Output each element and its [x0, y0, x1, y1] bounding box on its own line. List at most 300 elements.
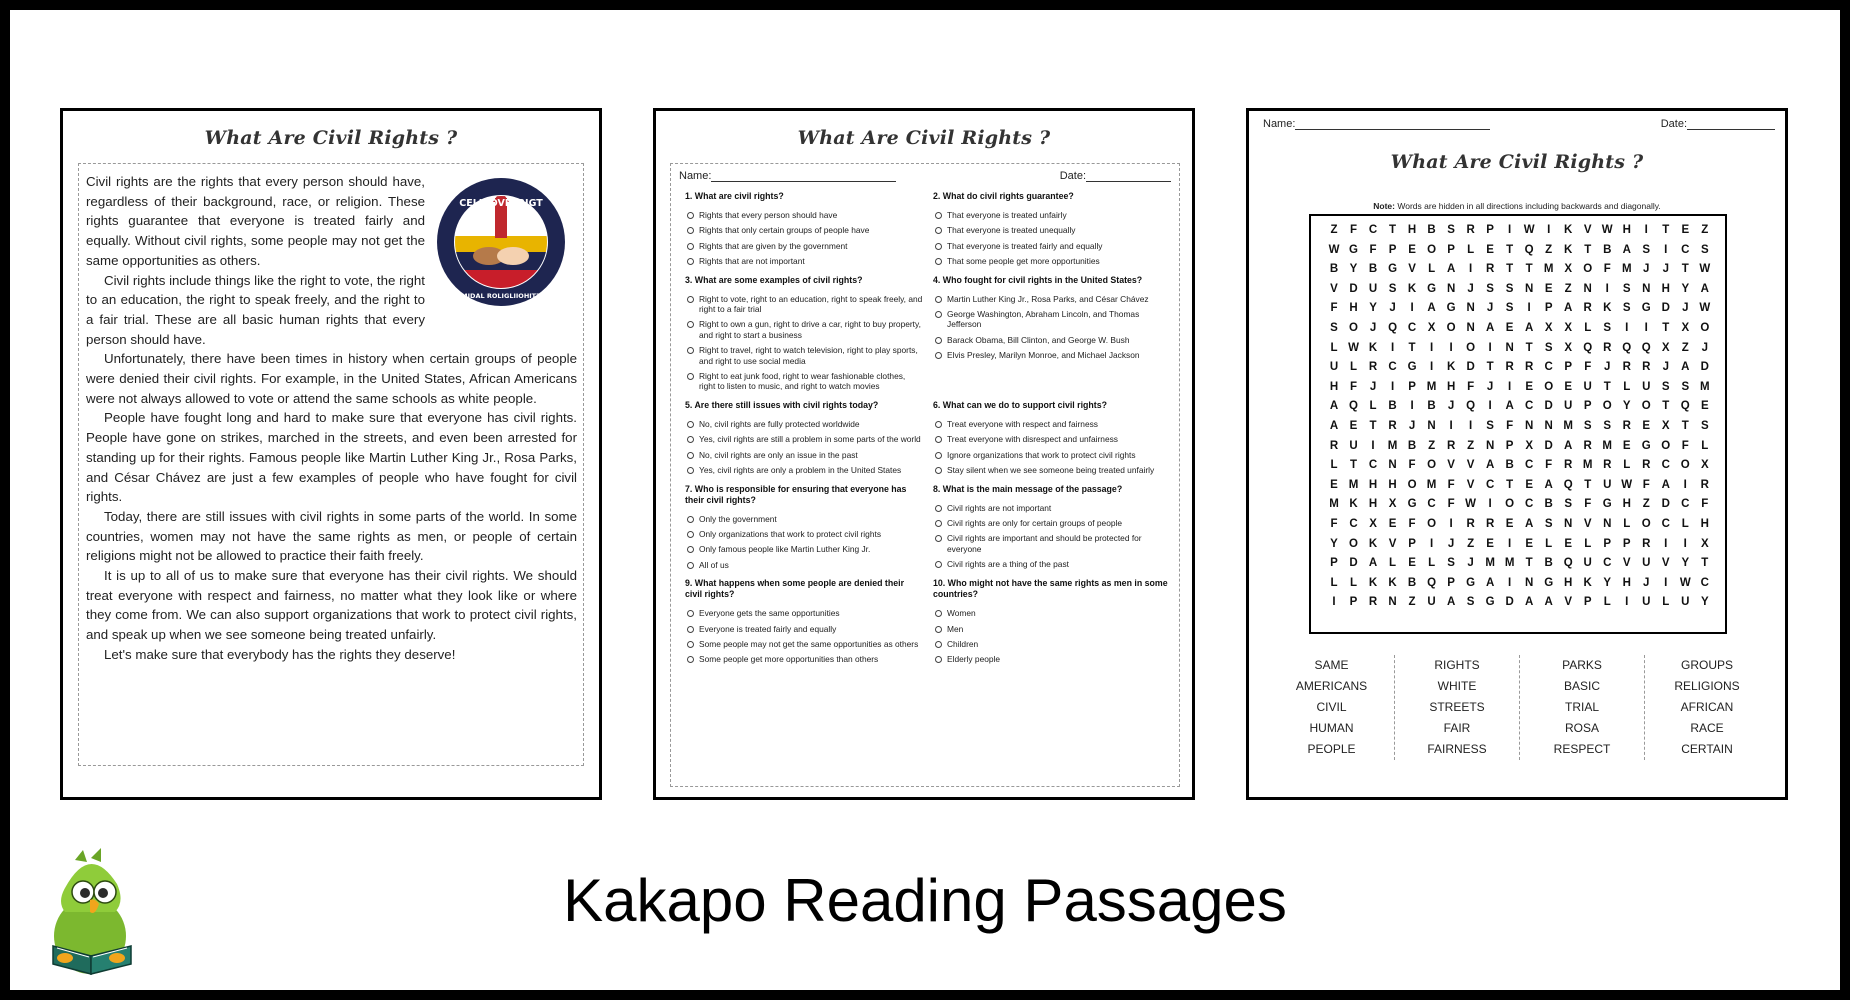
grid-letter[interactable]: I — [1429, 361, 1434, 374]
grid-letter[interactable]: I — [1683, 537, 1687, 550]
grid-letter[interactable]: A — [1525, 596, 1534, 609]
grid-letter[interactable]: F — [1603, 263, 1611, 276]
grid-letter[interactable]: X — [1427, 321, 1436, 334]
grid-letter[interactable]: S — [1388, 282, 1397, 295]
answer-option[interactable]: That everyone is treated unequally — [927, 225, 1171, 235]
grid-letter[interactable]: M — [1426, 380, 1437, 393]
grid-letter[interactable]: N — [1466, 321, 1475, 334]
grid-letter[interactable]: V — [1661, 557, 1670, 570]
grid-letter[interactable]: S — [1544, 341, 1553, 354]
name-line[interactable] — [1295, 120, 1490, 130]
grid-letter[interactable]: K — [1564, 224, 1573, 236]
answer-option[interactable]: Rights that only certain groups of people have — [679, 225, 923, 235]
grid-letter[interactable]: N — [1446, 282, 1456, 295]
grid-letter[interactable]: U — [1642, 557, 1651, 570]
grid-letter[interactable]: I — [1527, 302, 1531, 315]
answer-option[interactable]: Yes, civil rights are only a problem in the United States — [679, 465, 923, 475]
grid-letter[interactable]: I — [1683, 478, 1687, 491]
grid-letter[interactable]: T — [1525, 557, 1533, 570]
grid-letter[interactable]: Q — [1641, 341, 1651, 354]
grid-letter[interactable]: P — [1349, 596, 1358, 609]
grid-letter[interactable]: A — [1681, 361, 1690, 374]
grid-letter[interactable]: O — [1466, 341, 1476, 354]
grid-letter[interactable]: H — [1407, 224, 1417, 236]
grid-letter[interactable]: E — [1330, 478, 1338, 491]
answer-option[interactable]: Only the government — [679, 514, 923, 524]
grid-letter[interactable]: D — [1544, 400, 1553, 413]
grid-letter[interactable]: L — [1701, 439, 1709, 452]
grid-letter[interactable]: Z — [1681, 341, 1689, 354]
grid-letter[interactable]: Z — [1408, 596, 1416, 609]
grid-letter[interactable]: Q — [1583, 341, 1593, 354]
grid-letter[interactable]: P — [1583, 400, 1592, 413]
grid-letter[interactable]: P — [1408, 537, 1416, 550]
grid-letter[interactable]: B — [1544, 557, 1553, 570]
grid-letter[interactable]: H — [1349, 302, 1358, 315]
grid-letter[interactable]: I — [1605, 282, 1609, 295]
grid-letter[interactable]: O — [1641, 517, 1651, 530]
grid-letter[interactable]: S — [1447, 224, 1455, 236]
grid-letter[interactable]: H — [1700, 517, 1709, 530]
grid-letter[interactable]: R — [1642, 361, 1651, 374]
grid-letter[interactable]: D — [1661, 302, 1670, 315]
grid-letter[interactable]: T — [1662, 400, 1670, 413]
grid-letter[interactable]: D — [1349, 557, 1358, 570]
grid-letter[interactable]: G — [1388, 263, 1398, 276]
grid-letter[interactable]: X — [1564, 263, 1573, 276]
grid-letter[interactable]: A — [1485, 459, 1495, 472]
grid-letter[interactable]: T — [1506, 243, 1514, 256]
grid-letter[interactable]: I — [1390, 380, 1395, 393]
grid-letter[interactable]: R — [1525, 361, 1534, 374]
answer-option[interactable]: Some people get more opportunities than others — [679, 654, 923, 664]
grid-letter[interactable]: J — [1604, 361, 1611, 374]
answer-option[interactable]: Civil rights are important and should be protected for everyone — [927, 533, 1171, 554]
grid-letter[interactable]: X — [1700, 459, 1709, 472]
answer-option[interactable]: Ignore organizations that work to protect civil rights — [927, 450, 1171, 460]
grid-letter[interactable]: O — [1505, 498, 1515, 511]
grid-letter[interactable]: G — [1602, 498, 1612, 511]
answer-option[interactable]: Rights that are not important — [679, 256, 923, 266]
grid-letter[interactable]: E — [1642, 419, 1651, 432]
grid-letter[interactable]: T — [1350, 459, 1358, 472]
answer-option[interactable]: Right to own a gun, right to drive a car, right to buy property, and right to start a business — [679, 319, 923, 340]
grid-letter[interactable]: C — [1388, 361, 1397, 374]
grid-letter[interactable]: X — [1661, 341, 1670, 354]
grid-letter[interactable]: E — [1505, 517, 1514, 530]
grid-letter[interactable]: F — [1350, 380, 1358, 393]
grid-letter[interactable]: A — [1622, 243, 1631, 256]
answer-option[interactable]: George Washington, Abraham Lincoln, and Thomas Jefferson — [927, 309, 1171, 330]
grid-letter[interactable]: W — [1679, 576, 1691, 589]
answer-option[interactable]: Rights that every person should have — [679, 210, 923, 220]
grid-letter[interactable]: D — [1544, 439, 1553, 452]
answer-option[interactable]: Right to eat junk food, right to wear fashionable clothes, right to listen to music, and right to watch movies — [679, 371, 923, 392]
grid-letter[interactable]: C — [1700, 576, 1709, 589]
grid-letter[interactable]: C — [1661, 517, 1670, 530]
grid-letter[interactable]: T — [1662, 321, 1670, 334]
grid-letter[interactable]: K — [1368, 576, 1378, 589]
grid-letter[interactable]: J — [1467, 282, 1474, 295]
grid-letter[interactable]: B — [1329, 263, 1339, 276]
grid-letter[interactable]: P — [1544, 302, 1553, 315]
grid-letter[interactable]: Y — [1681, 282, 1690, 295]
grid-letter[interactable]: G — [1446, 302, 1456, 315]
grid-letter[interactable]: C — [1681, 243, 1690, 256]
grid-letter[interactable]: H — [1388, 478, 1397, 491]
grid-letter[interactable]: R — [1485, 517, 1495, 530]
grid-letter[interactable]: O — [1427, 517, 1437, 530]
grid-letter[interactable]: W — [1601, 224, 1613, 236]
grid-letter[interactable]: R — [1446, 439, 1456, 452]
grid-letter[interactable]: O — [1407, 478, 1417, 491]
grid-letter[interactable]: K — [1349, 498, 1358, 511]
grid-letter[interactable]: V — [1466, 478, 1475, 491]
grid-letter[interactable]: N — [1388, 596, 1397, 609]
grid-letter[interactable]: O — [1349, 537, 1358, 550]
grid-letter[interactable]: Z — [1545, 243, 1553, 256]
answer-option[interactable]: Civil rights are not important — [927, 503, 1171, 513]
grid-letter[interactable]: S — [1544, 517, 1553, 530]
grid-letter[interactable]: K — [1388, 576, 1397, 589]
grid-letter[interactable]: A — [1329, 400, 1339, 413]
grid-letter[interactable]: E — [1622, 439, 1631, 452]
grid-letter[interactable]: C — [1407, 321, 1417, 334]
grid-letter[interactable]: L — [1330, 576, 1338, 589]
answer-option[interactable]: No, civil rights are fully protected worldwide — [679, 419, 923, 429]
answer-option[interactable]: Rights that are given by the government — [679, 241, 923, 251]
grid-letter[interactable]: T — [1603, 380, 1611, 393]
grid-letter[interactable]: X — [1369, 517, 1377, 530]
answer-option[interactable]: Barack Obama, Bill Clinton, and George W. Bush — [927, 335, 1171, 345]
grid-letter[interactable]: S — [1661, 380, 1670, 393]
grid-letter[interactable]: I — [1547, 224, 1551, 236]
grid-letter[interactable]: J — [1643, 576, 1650, 589]
answer-option[interactable]: Right to vote, right to an education, right to speak freely, and right to a fair trial — [679, 294, 923, 315]
grid-letter[interactable]: S — [1622, 282, 1631, 295]
grid-letter[interactable]: M — [1543, 263, 1554, 276]
grid-letter[interactable]: T — [1525, 263, 1533, 276]
grid-letter[interactable]: P — [1388, 243, 1397, 256]
answer-option[interactable]: Everyone is treated fairly and equally — [679, 624, 923, 634]
grid-letter[interactable]: W — [1328, 243, 1340, 256]
grid-letter[interactable]: X — [1661, 419, 1670, 432]
grid-letter[interactable]: U — [1681, 596, 1690, 609]
grid-letter[interactable]: A — [1446, 263, 1456, 276]
grid-letter[interactable]: U — [1583, 557, 1592, 570]
grid-letter[interactable]: G — [1544, 576, 1554, 589]
grid-letter[interactable]: O — [1602, 400, 1612, 413]
grid-letter[interactable]: P — [1603, 537, 1612, 550]
grid-letter[interactable]: E — [1564, 537, 1573, 550]
grid-letter[interactable]: C — [1485, 478, 1495, 491]
grid-letter[interactable]: L — [1603, 596, 1611, 609]
grid-letter[interactable]: P — [1564, 361, 1573, 374]
grid-letter[interactable]: B — [1427, 400, 1436, 413]
grid-letter[interactable]: G — [1466, 576, 1476, 589]
answer-option[interactable]: Children — [927, 639, 1171, 649]
answer-option[interactable]: Some people may not get the same opportunities as others — [679, 639, 923, 649]
grid-letter[interactable]: T — [1369, 419, 1377, 432]
answer-option[interactable]: Martin Luther King Jr., Rosa Parks, and César Chávez — [927, 294, 1171, 304]
grid-letter[interactable]: I — [1508, 576, 1512, 589]
grid-letter[interactable]: D — [1466, 361, 1475, 374]
grid-letter[interactable]: L — [1389, 557, 1397, 570]
grid-letter[interactable]: V — [1466, 459, 1475, 472]
grid-letter[interactable]: N — [1583, 282, 1592, 295]
grid-letter[interactable]: E — [1681, 224, 1690, 236]
grid-letter[interactable]: V — [1447, 459, 1455, 472]
grid-letter[interactable]: L — [1330, 459, 1338, 472]
grid-letter[interactable]: R — [1564, 459, 1573, 472]
grid-letter[interactable]: F — [1467, 380, 1475, 393]
grid-letter[interactable]: R — [1505, 361, 1514, 374]
grid-letter[interactable]: I — [1449, 517, 1453, 530]
grid-letter[interactable]: T — [1389, 224, 1397, 236]
grid-letter[interactable]: I — [1449, 341, 1453, 354]
grid-letter[interactable]: H — [1622, 498, 1631, 511]
grid-letter[interactable]: Q — [1427, 576, 1437, 589]
grid-letter[interactable]: L — [1584, 537, 1592, 550]
grid-letter[interactable]: I — [1429, 341, 1434, 354]
grid-letter[interactable]: U — [1642, 596, 1651, 609]
grid-letter[interactable]: R — [1700, 478, 1709, 491]
grid-letter[interactable]: J — [1662, 361, 1669, 374]
grid-letter[interactable]: E — [1525, 537, 1533, 550]
grid-letter[interactable]: Z — [1564, 282, 1572, 295]
grid-letter[interactable]: F — [1408, 459, 1416, 472]
grid-letter[interactable]: I — [1508, 537, 1512, 550]
grid-letter[interactable]: O — [1680, 459, 1690, 472]
grid-letter[interactable]: O — [1349, 321, 1358, 334]
answer-option[interactable]: That everyone is treated unfairly — [927, 210, 1171, 220]
grid-letter[interactable]: L — [1369, 400, 1377, 413]
answer-option[interactable]: Only organizations that work to protect civil rights — [679, 529, 923, 539]
grid-letter[interactable]: I — [1625, 321, 1629, 334]
grid-letter[interactable]: F — [1681, 439, 1689, 452]
grid-letter[interactable]: R — [1622, 419, 1631, 432]
grid-letter[interactable]: Q — [1622, 341, 1632, 354]
grid-letter[interactable]: C — [1525, 459, 1534, 472]
grid-letter[interactable]: F — [1506, 419, 1514, 432]
grid-letter[interactable]: Q — [1563, 478, 1573, 491]
grid-letter[interactable]: S — [1700, 243, 1709, 256]
grid-letter[interactable]: P — [1447, 243, 1455, 256]
grid-letter[interactable]: U — [1564, 400, 1573, 413]
grid-letter[interactable]: K — [1407, 282, 1417, 295]
grid-letter[interactable]: R — [1368, 361, 1378, 374]
grid-letter[interactable]: L — [1584, 321, 1592, 334]
grid-letter[interactable]: B — [1427, 224, 1436, 236]
grid-letter[interactable]: R — [1642, 459, 1651, 472]
grid-letter[interactable]: R — [1466, 224, 1475, 236]
grid-letter[interactable]: X — [1681, 321, 1690, 334]
grid-letter[interactable]: A — [1544, 596, 1553, 609]
grid-letter[interactable]: E — [1486, 537, 1494, 550]
grid-letter[interactable]: Z — [1701, 224, 1709, 236]
grid-letter[interactable]: Y — [1700, 596, 1709, 609]
grid-letter[interactable]: X — [1564, 321, 1573, 334]
grid-letter[interactable]: L — [1623, 459, 1631, 472]
grid-letter[interactable]: W — [1699, 263, 1711, 276]
grid-letter[interactable]: J — [1408, 419, 1416, 432]
answer-option[interactable]: Yes, civil rights are still a problem in some parts of the world — [679, 434, 923, 444]
grid-letter[interactable]: R — [1603, 341, 1612, 354]
grid-letter[interactable]: P — [1583, 596, 1592, 609]
grid-letter[interactable]: C — [1427, 498, 1436, 511]
grid-letter[interactable]: F — [1330, 302, 1338, 315]
grid-letter[interactable]: I — [1469, 419, 1473, 432]
grid-letter[interactable]: O — [1544, 380, 1554, 393]
grid-letter[interactable]: W — [1348, 341, 1359, 354]
grid-letter[interactable]: L — [1545, 537, 1553, 550]
grid-letter[interactable]: O — [1583, 263, 1593, 276]
answer-option[interactable]: Men — [927, 624, 1171, 634]
grid-letter[interactable]: C — [1661, 459, 1670, 472]
grid-letter[interactable]: D — [1349, 282, 1358, 295]
grid-letter[interactable]: R — [1642, 537, 1651, 550]
grid-letter[interactable]: D — [1661, 498, 1670, 511]
grid-letter[interactable]: I — [1469, 263, 1473, 276]
grid-letter[interactable]: I — [1371, 439, 1375, 452]
grid-letter[interactable]: S — [1505, 302, 1514, 315]
grid-letter[interactable]: F — [1701, 498, 1709, 511]
grid-letter[interactable]: Y — [1622, 400, 1631, 413]
grid-letter[interactable]: M — [1426, 478, 1437, 491]
grid-letter[interactable]: S — [1583, 419, 1592, 432]
grid-letter[interactable]: A — [1427, 302, 1436, 315]
grid-letter[interactable]: E — [1525, 478, 1533, 491]
grid-letter[interactable]: R — [1329, 439, 1339, 452]
grid-letter[interactable]: M — [1621, 263, 1632, 276]
grid-letter[interactable]: V — [1330, 282, 1338, 295]
grid-letter[interactable]: I — [1508, 224, 1512, 236]
grid-letter[interactable]: I — [1390, 341, 1395, 354]
grid-letter[interactable]: T — [1681, 263, 1689, 276]
grid-letter[interactable]: A — [1505, 400, 1514, 413]
grid-letter[interactable]: M — [1700, 380, 1710, 393]
grid-letter[interactable]: A — [1368, 557, 1378, 570]
grid-letter[interactable]: Y — [1603, 576, 1612, 589]
grid-letter[interactable]: V — [1583, 224, 1592, 236]
grid-letter[interactable]: S — [1622, 302, 1631, 315]
grid-letter[interactable]: S — [1564, 498, 1573, 511]
grid-letter[interactable]: H — [1661, 282, 1670, 295]
grid-letter[interactable]: N — [1642, 282, 1651, 295]
grid-letter[interactable]: I — [1664, 537, 1668, 550]
grid-letter[interactable]: R — [1388, 419, 1397, 432]
grid-letter[interactable]: N — [1505, 341, 1514, 354]
grid-letter[interactable]: N — [1544, 419, 1553, 432]
grid-letter[interactable]: A — [1661, 478, 1670, 491]
grid-letter[interactable]: G — [1407, 361, 1417, 374]
grid-letter[interactable]: A — [1525, 517, 1534, 530]
grid-letter[interactable]: J — [1447, 400, 1455, 413]
grid-letter[interactable]: M — [1387, 439, 1398, 452]
grid-letter[interactable]: T — [1506, 478, 1514, 491]
grid-letter[interactable]: F — [1447, 478, 1455, 491]
grid-letter[interactable]: J — [1369, 321, 1377, 334]
answer-option[interactable]: Civil rights are only for certain groups of people — [927, 518, 1171, 528]
grid-letter[interactable]: P — [1408, 380, 1416, 393]
grid-letter[interactable]: U — [1583, 380, 1592, 393]
grid-letter[interactable]: N — [1564, 517, 1573, 530]
grid-letter[interactable]: A — [1485, 321, 1495, 334]
grid-letter[interactable]: W — [1523, 224, 1535, 236]
grid-letter[interactable]: G — [1641, 302, 1651, 315]
grid-letter[interactable]: U — [1427, 596, 1436, 609]
grid-letter[interactable]: M — [1348, 478, 1359, 491]
grid-letter[interactable]: U — [1642, 380, 1651, 393]
answer-option[interactable]: Treat everyone with respect and fairness — [927, 419, 1171, 429]
grid-letter[interactable]: F — [1330, 517, 1338, 530]
answer-option[interactable]: Elvis Presley, Marilyn Monroe, and Michael Jackson — [927, 350, 1171, 360]
grid-letter[interactable]: L — [1623, 380, 1631, 393]
grid-letter[interactable]: H — [1329, 380, 1339, 393]
grid-letter[interactable]: B — [1505, 459, 1514, 472]
grid-letter[interactable]: I — [1410, 302, 1414, 315]
grid-letter[interactable]: I — [1332, 596, 1336, 609]
grid-letter[interactable]: M — [1563, 419, 1573, 432]
grid-letter[interactable]: G — [1641, 439, 1651, 452]
answer-option[interactable]: That some people get more opportunities — [927, 256, 1171, 266]
answer-option[interactable]: Stay silent when we see someone being treated unfairly — [927, 465, 1171, 475]
grid-letter[interactable]: S — [1603, 321, 1612, 334]
grid-letter[interactable]: S — [1447, 557, 1455, 570]
grid-letter[interactable]: C — [1681, 498, 1690, 511]
grid-letter[interactable]: I — [1508, 380, 1512, 393]
grid-letter[interactable]: Z — [1467, 439, 1475, 452]
grid-letter[interactable]: J — [1486, 302, 1494, 315]
grid-letter[interactable]: I — [1664, 243, 1668, 256]
grid-letter[interactable]: G — [1349, 243, 1358, 256]
grid-letter[interactable]: F — [1545, 459, 1553, 472]
grid-letter[interactable]: Y — [1349, 263, 1358, 276]
grid-letter[interactable]: T — [1525, 341, 1533, 354]
grid-letter[interactable]: Q — [1466, 400, 1476, 413]
grid-letter[interactable]: N — [1525, 576, 1534, 589]
answer-option[interactable]: Right to travel, right to watch television, right to play sports, and right to use social media — [679, 345, 923, 366]
grid-letter[interactable]: H — [1446, 380, 1456, 393]
answer-option[interactable]: Everyone gets the same opportunities — [679, 608, 923, 618]
grid-letter[interactable]: B — [1368, 263, 1378, 276]
grid-letter[interactable]: A — [1700, 282, 1709, 295]
grid-letter[interactable]: S — [1486, 282, 1494, 295]
grid-letter[interactable]: J — [1486, 380, 1494, 393]
grid-letter[interactable]: F — [1369, 243, 1377, 256]
grid-letter[interactable]: T — [1662, 224, 1670, 236]
grid-letter[interactable]: S — [1642, 243, 1651, 256]
answer-option[interactable]: That everyone is treated fairly and equally — [927, 241, 1171, 251]
grid-letter[interactable]: J — [1369, 380, 1377, 393]
grid-letter[interactable]: F — [1584, 361, 1592, 374]
grid-letter[interactable]: W — [1465, 498, 1477, 511]
grid-letter[interactable]: E — [1349, 419, 1358, 432]
grid-letter[interactable]: O — [1446, 321, 1456, 334]
grid-letter[interactable]: N — [1466, 302, 1475, 315]
grid-letter[interactable]: V — [1388, 537, 1397, 550]
grid-letter[interactable]: Q — [1563, 557, 1573, 570]
grid-letter[interactable]: R — [1583, 302, 1592, 315]
grid-letter[interactable]: C — [1349, 517, 1358, 530]
grid-letter[interactable]: E — [1388, 517, 1397, 530]
grid-letter[interactable]: B — [1407, 439, 1417, 452]
grid-letter[interactable]: O — [1427, 459, 1437, 472]
grid-letter[interactable]: Z — [1642, 498, 1650, 511]
grid-letter[interactable]: L — [1428, 557, 1436, 570]
grid-letter[interactable]: P — [1622, 537, 1631, 550]
date-line[interactable] — [1086, 172, 1171, 182]
